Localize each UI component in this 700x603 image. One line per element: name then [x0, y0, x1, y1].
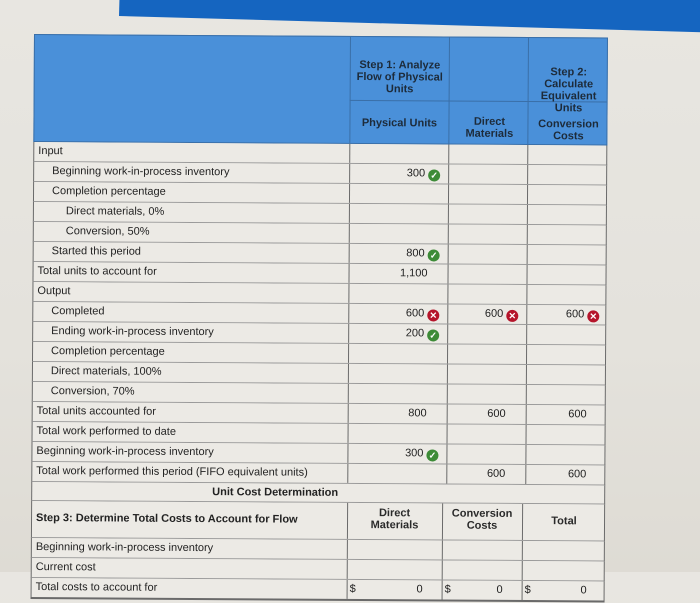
step3-col-total: Total [524, 515, 604, 527]
cell-value: 600 [406, 307, 424, 319]
row-label: Conversion, 50% [66, 225, 150, 238]
step3-col-dm: Direct Materials [357, 507, 432, 531]
table-header [33, 34, 608, 146]
row-label: Beginning work-in-process inventory [36, 445, 213, 458]
physical-input[interactable] [351, 167, 440, 182]
cell-value: 600 [568, 468, 586, 480]
cc-input[interactable] [527, 468, 586, 480]
row-label: Total work performed to date [37, 425, 176, 438]
check-circle-icon: ✓ [427, 329, 439, 341]
step1-title: Step 1: Analyze Flow of Physical Units [355, 59, 445, 96]
check-circle-icon: ✓ [428, 169, 440, 181]
equivalent-units-worksheet [31, 34, 608, 602]
physical-input[interactable] [350, 327, 439, 342]
cell-value: 0 [496, 584, 502, 596]
cell-value: 600 [568, 408, 586, 420]
row-label: Total costs to account for [36, 581, 158, 594]
cell-value: 0 [580, 584, 586, 596]
step3-col-cc: Conversion Costs [444, 508, 520, 532]
physical-input[interactable] [351, 267, 428, 279]
physical-input[interactable] [349, 447, 438, 462]
row-label: Ending work-in-process inventory [51, 325, 214, 338]
cell-value: 800 [408, 407, 426, 419]
cell-value: 600 [487, 408, 505, 420]
row-label: Total units accounted for [37, 405, 156, 418]
cc-input[interactable] [528, 408, 587, 420]
col-direct-materials: Direct Materials [454, 116, 524, 140]
row-label: Total units to account for [38, 265, 157, 278]
check-circle-icon: ✓ [426, 449, 438, 461]
cell-value: 200 [406, 327, 424, 339]
physical-input[interactable] [350, 407, 427, 419]
currency-symbol: $ [525, 584, 531, 596]
x-circle-icon: ✕ [506, 310, 518, 322]
cell-value: 0 [416, 583, 422, 595]
step3-header-row [31, 501, 605, 542]
dm-cost-input [350, 583, 423, 595]
browser-top-bar [119, 0, 700, 34]
total-cost-input [525, 584, 587, 596]
row-label: Conversion, 70% [51, 385, 135, 398]
row-label: Direct materials, 100% [51, 365, 162, 378]
x-circle-icon: ✕ [427, 309, 439, 321]
cost-row [31, 578, 605, 603]
cell-value: 600 [566, 308, 584, 320]
check-circle-icon: ✓ [428, 249, 440, 261]
cc-cost-input [445, 584, 503, 596]
row-label: Direct materials, 0% [66, 205, 164, 218]
row-label: Completion percentage [52, 185, 166, 198]
currency-symbol: $ [445, 584, 451, 596]
row-label: Total work performed this period (FIFO equivalent units) [36, 465, 308, 479]
cc-input[interactable] [528, 308, 599, 322]
row-label: Current cost [36, 561, 96, 573]
cell-value: 300 [407, 167, 425, 179]
row-label: Started this period [52, 245, 141, 258]
cell-value: 600 [485, 308, 503, 320]
col-conversion-costs: Conversion Costs [530, 118, 606, 142]
physical-input[interactable] [350, 307, 439, 322]
row-label: Completion percentage [51, 345, 165, 358]
cell-value: 1,100 [400, 267, 428, 279]
cell-value: 600 [487, 468, 505, 480]
step2-title: Step 2: Calculate Equivalent Units [531, 66, 607, 114]
unit-cost-title: Unit Cost Determination [212, 486, 338, 499]
dm-input[interactable] [449, 408, 506, 420]
dm-input[interactable] [448, 468, 505, 480]
row-label: Beginning work-in-process inventory [52, 165, 229, 178]
physical-input[interactable] [351, 247, 440, 262]
dm-input[interactable] [449, 308, 518, 322]
row-label: Output [37, 285, 70, 297]
step3-title: Step 3: Determine Total Costs to Account for Flow [36, 512, 298, 526]
cell-value: 300 [405, 447, 423, 459]
currency-symbol: $ [350, 583, 356, 595]
row-label: Beginning work-in-process inventory [36, 541, 213, 554]
col-physical-units: Physical Units [350, 117, 448, 130]
cell-value: 800 [406, 247, 424, 259]
row-label: Completed [51, 305, 104, 317]
x-circle-icon: ✕ [587, 310, 599, 322]
row-label: Input [38, 145, 63, 157]
